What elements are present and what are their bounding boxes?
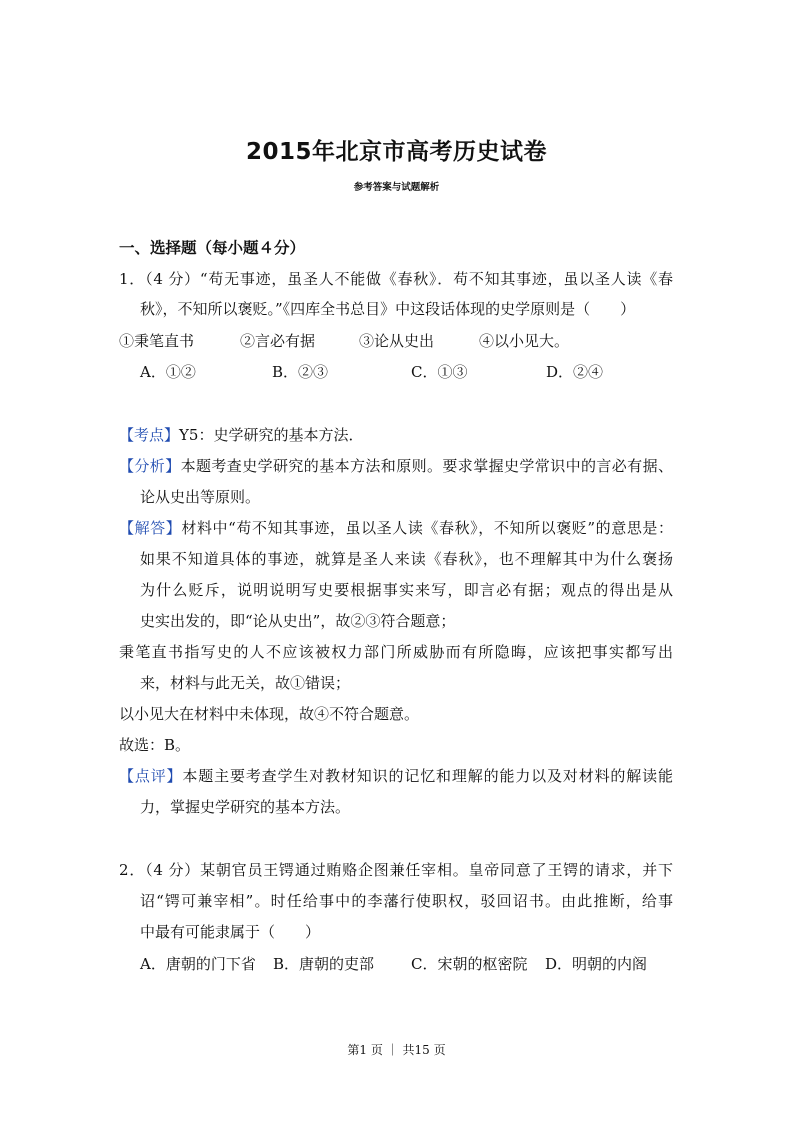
q1-dianping: [119, 766, 673, 786]
q1-kaodian: [119, 425, 363, 445]
page-footer: 第1 页 ｜ 共15 页: [347, 1043, 446, 1057]
kaodian-text: Y5：史学研究的基本方法．: [179, 426, 364, 444]
dianping-line1: 本题主要考查学生对教材知识的记忆和理解的能力以及对材料的解读能: [182, 767, 673, 785]
jieda-line1: 材料中“苟不知其事迹，虽以圣人读《春秋》，不知所以褒贬”的意思是：: [181, 519, 673, 537]
q1-option-c: C．①③: [411, 363, 468, 381]
q2-stem-line3: 中最有可能隶属于（ ）: [140, 923, 321, 941]
dianping-tag: 【点评】: [119, 767, 183, 785]
jieda-line5: 秉笔直书指写史的人不应该被权力部门所威胁而有所隐晦，应该把事实都写出: [119, 643, 673, 661]
jieda-line7: 以小见大在材料中未体现，故④不符合题意。: [119, 705, 420, 723]
jieda-tag: 【解答】: [119, 519, 182, 537]
page-title: 2015年北京市高考历史试卷: [245, 139, 547, 165]
q1-jieda: [119, 518, 673, 538]
dianping-line2: 力，掌握史学研究的基本方法。: [140, 798, 351, 816]
fenxi-tag: 【分析】: [119, 457, 181, 475]
q2-option-d: D．明朝的内阁: [545, 955, 648, 973]
q1-statement-2: ②言必有据: [240, 332, 316, 350]
jieda-line3: 为什么贬斥，说明说明写史要根据事实来写，即言必有据；观点的得出是从: [140, 581, 673, 599]
q2-stem-line2: 诏“锷可兼宰相”。时任给事中的李藩行使职权，驳回诏书。由此推断，给事: [140, 892, 673, 910]
jieda-line4: 史实出发的，即“论从史出”，故②③符合题意；: [140, 612, 456, 630]
q1-stem-line2: 秋》，不知所以褒贬。”《四库全书总目》中这段话体现的史学原则是（ ）: [140, 300, 636, 318]
q1-option-a: A．①②: [140, 363, 196, 381]
q1-stem-line1: 1．（4 分）“苟无事迹，虽圣人不能做《春秋》．苟不知其事迹，虽以圣人读《春: [119, 270, 673, 288]
q1-statement-3: ③论从史出: [359, 332, 435, 350]
q1-option-d: D．②④: [546, 363, 604, 381]
q1-statement-1: ①秉笔直书: [119, 332, 195, 350]
q2-option-b: B．唐朝的吏部: [273, 955, 375, 973]
q1-fenxi: [119, 456, 673, 476]
jieda-line2: 如果不知道具体的事迹，就算是圣人来读《春秋》，也不理解其中为什么褒扬: [140, 550, 673, 568]
page-subtitle: 参考答案与试题解析: [353, 182, 440, 193]
q1-option-b: B．②③: [272, 363, 329, 381]
q2-option-c: C．宋朝的枢密院: [411, 955, 528, 973]
section-heading: 一、选择题（每小题４分）: [119, 239, 306, 257]
q1-statement-4: ④以小见大。: [479, 332, 570, 350]
q2-stem-line1: 2．（4 分）某朝官员王锷通过贿赂企图兼任宰相。皇帝同意了王锷的请求，并下: [119, 861, 673, 879]
fenxi-line2: 论从史出等原则。: [140, 488, 261, 506]
q2-option-a: A．唐朝的门下省: [140, 955, 256, 973]
jieda-line6: 来，材料与此无关，故①错误；: [140, 674, 351, 692]
q1-answer: 故选：B。: [119, 736, 191, 754]
fenxi-line1: 本题考查史学研究的基本方法和原则。要求掌握史学常识中的言必有据、: [180, 457, 673, 475]
kaodian-tag: 【考点】: [119, 426, 180, 444]
